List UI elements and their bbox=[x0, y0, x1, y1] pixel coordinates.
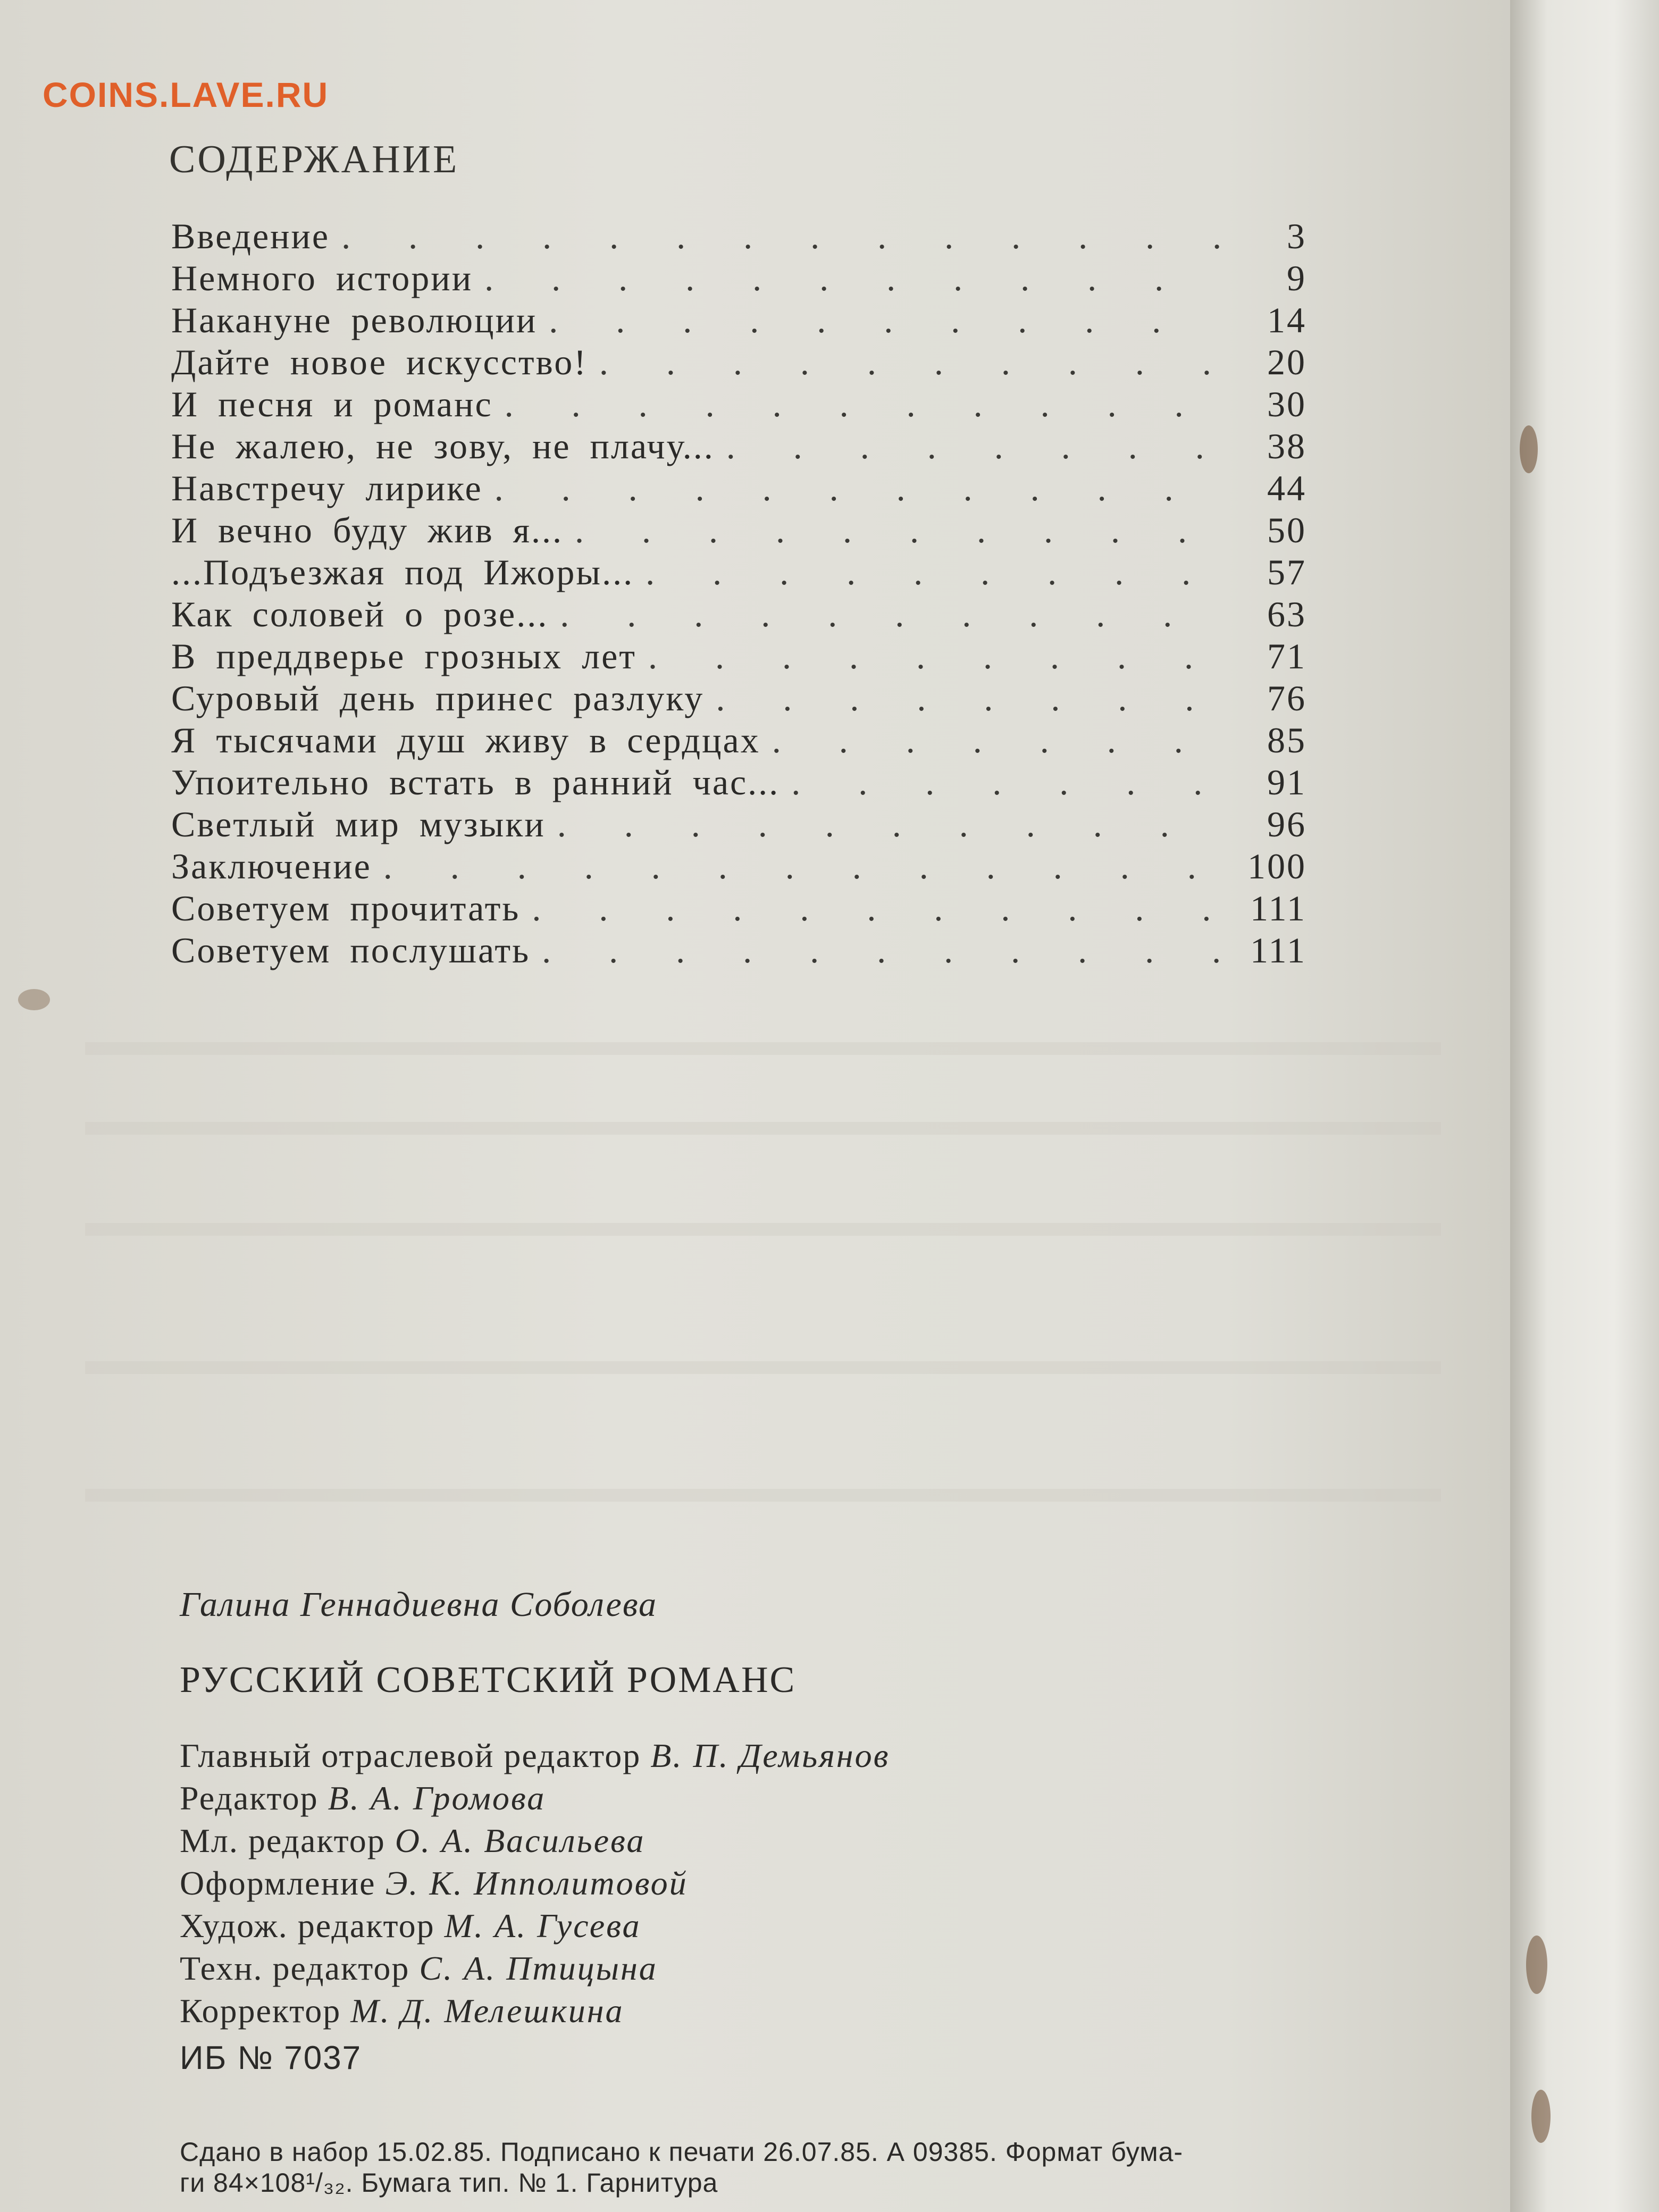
toc-entry-page: 96 bbox=[1267, 804, 1306, 844]
page-stain bbox=[1531, 2090, 1551, 2143]
dot-leader bbox=[648, 635, 1220, 677]
dot-leader bbox=[599, 341, 1220, 383]
toc-entry bbox=[171, 803, 1306, 845]
toc-entry bbox=[171, 467, 1306, 509]
dot-leader bbox=[646, 551, 1220, 593]
imprint-text bbox=[180, 2136, 1456, 2198]
toc-entry bbox=[171, 509, 1306, 551]
page-stain bbox=[1526, 1936, 1547, 1994]
bleed-through-text bbox=[85, 1489, 1441, 1502]
toc-entry bbox=[171, 551, 1306, 593]
toc-entry-page: 76 bbox=[1267, 678, 1306, 718]
dot-leader bbox=[772, 719, 1220, 761]
credit-name: М. Д. Мелешкина bbox=[350, 1992, 624, 2030]
table-of-contents bbox=[171, 215, 1306, 971]
toc-entry-page: 9 bbox=[1287, 258, 1306, 298]
toc-entry-title: Светлый мир музыки bbox=[171, 804, 546, 844]
toc-entry-page: 71 bbox=[1267, 636, 1306, 676]
book-title: РУССКИЙ СОВЕТСКИЙ РОМАНС bbox=[180, 1660, 797, 1700]
page-stain bbox=[1520, 425, 1538, 473]
dot-leader bbox=[560, 593, 1220, 635]
toc-entry-title: Суровый день принес разлуку bbox=[171, 678, 705, 718]
ib-number: ИБ № 7037 bbox=[180, 2040, 362, 2076]
toc-entry-page: 91 bbox=[1267, 762, 1306, 802]
toc-entry-title: В преддверье грозных лет bbox=[171, 636, 636, 676]
bleed-through-text bbox=[85, 1042, 1441, 1055]
toc-entry-title: И вечно буду жив я... bbox=[171, 510, 563, 550]
credit-role: Мл. редактор bbox=[180, 1822, 386, 1859]
toc-entry-title: ...Подъезжая под Ижоры... bbox=[171, 552, 634, 592]
toc-entry-page: 30 bbox=[1267, 384, 1306, 424]
bleed-through-text bbox=[85, 1223, 1441, 1236]
toc-entry-page: 100 bbox=[1247, 846, 1306, 886]
toc-entry-title: Немного истории bbox=[171, 258, 473, 298]
toc-entry bbox=[171, 425, 1306, 467]
toc-entry-page: 20 bbox=[1267, 342, 1306, 382]
dot-leader bbox=[484, 257, 1220, 299]
credit-name: В. А. Громова bbox=[328, 1779, 546, 1817]
toc-entry bbox=[171, 257, 1306, 299]
toc-entry-page: 14 bbox=[1267, 300, 1306, 340]
toc-entry-title: Накануне революции bbox=[171, 300, 538, 340]
dot-leader bbox=[383, 845, 1220, 887]
credit-role: Главный отраслевой редактор bbox=[180, 1737, 641, 1774]
credit-name: В. П. Демьянов bbox=[650, 1737, 890, 1774]
toc-entry-page: 111 bbox=[1250, 888, 1306, 928]
watermark: COINS.LAVE.RU bbox=[43, 75, 329, 114]
credits-list bbox=[180, 1736, 890, 2034]
toc-entry-title: Заключение bbox=[171, 846, 372, 886]
toc-entry-page: 38 bbox=[1267, 426, 1306, 466]
dot-leader bbox=[532, 887, 1220, 929]
toc-entry bbox=[171, 677, 1306, 719]
toc-entry bbox=[171, 887, 1306, 929]
credit-role: Редактор bbox=[180, 1779, 319, 1817]
toc-entry bbox=[171, 341, 1306, 383]
dot-leader bbox=[791, 761, 1220, 803]
toc-entry-page: 3 bbox=[1287, 216, 1306, 256]
dot-leader bbox=[726, 425, 1220, 467]
dot-leader bbox=[505, 383, 1220, 425]
credit-name: С. А. Птицына bbox=[419, 1949, 658, 1987]
toc-entry-title: И песня и романс bbox=[171, 384, 493, 424]
toc-entry bbox=[171, 761, 1306, 803]
imprint-line: ги 84×108¹/₃₂. Бумага тип. № 1. Гарнитура bbox=[180, 2168, 718, 2198]
bleed-through-text bbox=[85, 1122, 1441, 1135]
credit-role: Техн. редактор bbox=[180, 1949, 410, 1987]
credit-row bbox=[180, 1821, 890, 1864]
dot-leader bbox=[341, 215, 1220, 257]
credit-name: Э. К. Ипполитовой bbox=[385, 1864, 688, 1902]
dot-leader bbox=[716, 677, 1220, 719]
dot-leader bbox=[495, 467, 1220, 509]
credit-role: Корректор bbox=[180, 1992, 341, 2030]
toc-entry-page: 50 bbox=[1267, 510, 1306, 550]
dot-leader bbox=[542, 929, 1220, 971]
toc-entry-title: Дайте новое искусство! bbox=[171, 342, 588, 382]
toc-entry-page: 57 bbox=[1267, 552, 1306, 592]
toc-entry-title: Как соловей о розе... bbox=[171, 594, 549, 634]
toc-entry-page: 111 bbox=[1250, 930, 1306, 970]
credit-row bbox=[180, 1779, 890, 1821]
credit-role: Худож. редактор bbox=[180, 1907, 435, 1945]
toc-entry-title: Упоительно встать в ранний час... bbox=[171, 762, 780, 802]
toc-entry bbox=[171, 215, 1306, 257]
credit-row bbox=[180, 1949, 890, 1991]
toc-entry-title: Не жалею, не зову, не плачу... bbox=[171, 426, 715, 466]
credit-name: О. А. Васильева bbox=[395, 1822, 646, 1859]
credit-row bbox=[180, 1736, 890, 1779]
dot-leader bbox=[549, 299, 1220, 341]
toc-entry-page: 63 bbox=[1267, 594, 1306, 634]
toc-entry-title: Навстречу лирике bbox=[171, 468, 483, 508]
toc-entry bbox=[171, 719, 1306, 761]
toc-entry bbox=[171, 593, 1306, 635]
credit-name: М. А. Гусева bbox=[444, 1907, 641, 1945]
toc-entry bbox=[171, 929, 1306, 971]
toc-entry-title: Введение bbox=[171, 216, 330, 256]
dot-leader bbox=[557, 803, 1220, 845]
credit-role: Оформление bbox=[180, 1864, 376, 1902]
credit-row bbox=[180, 1991, 890, 2034]
dot-leader bbox=[575, 509, 1220, 551]
toc-entry bbox=[171, 845, 1306, 887]
credit-row bbox=[180, 1864, 890, 1906]
toc-entry-page: 44 bbox=[1267, 468, 1306, 508]
toc-entry-title: Советуем послушать bbox=[171, 930, 531, 970]
toc-entry-title: Я тысячами душ живу в сердцах bbox=[171, 720, 760, 760]
credit-row bbox=[180, 1906, 890, 1949]
page-stain bbox=[18, 989, 50, 1010]
toc-entry-page: 85 bbox=[1267, 720, 1306, 760]
next-page-edge bbox=[1510, 0, 1659, 2212]
toc-entry-title: Советуем прочитать bbox=[171, 888, 521, 928]
toc-entry bbox=[171, 383, 1306, 425]
author-name: Галина Геннадиевна Соболева bbox=[180, 1585, 658, 1624]
bleed-through-text bbox=[85, 1361, 1441, 1374]
imprint-line: Сдано в набор 15.02.85. Подписано к печати 26.07.85. А 09385. Формат бума- bbox=[180, 2137, 1184, 2167]
toc-heading: СОДЕРЖАНИЕ bbox=[169, 138, 459, 181]
toc-entry bbox=[171, 635, 1306, 677]
toc-entry bbox=[171, 299, 1306, 341]
